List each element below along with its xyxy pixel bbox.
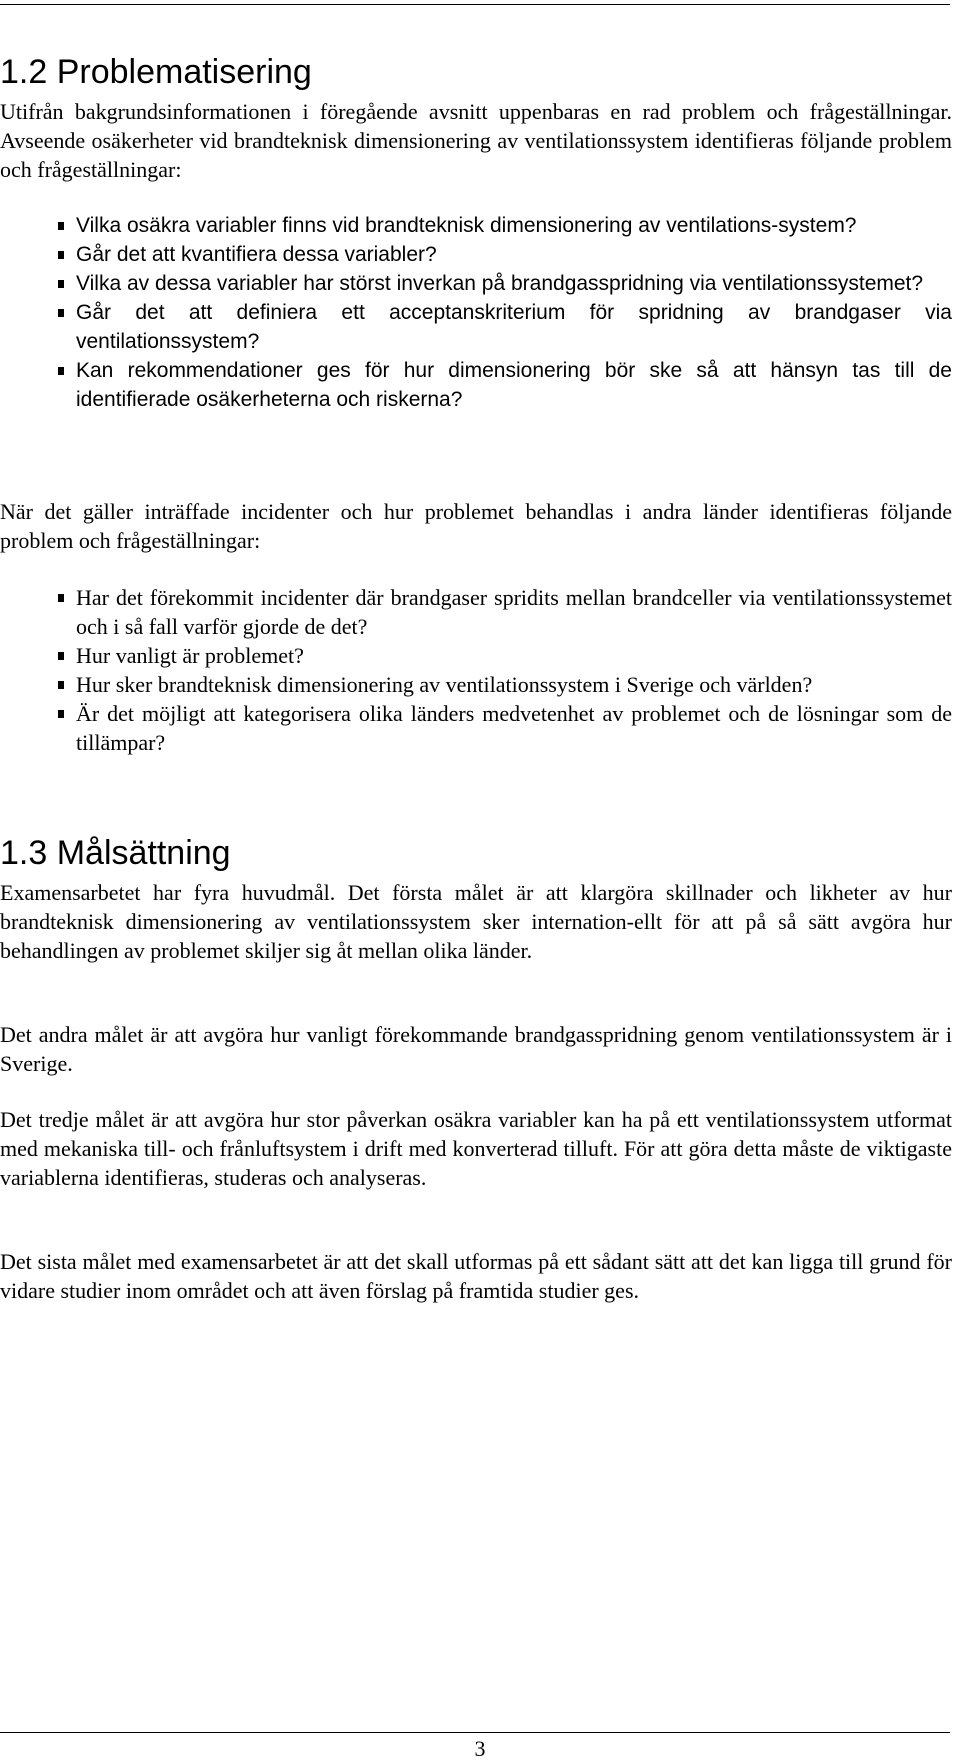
- list-item: Har det förekommit incidenter där brandgaser spridits mellan brandceller via ventilationssystemet och i så fall varför gjorde de det?: [0, 583, 952, 641]
- list-item: Vilka av dessa variabler har störst inverkan på brandgasspridning via ventilationssystemet?: [0, 269, 952, 298]
- goals-paragraph-2: Det andra målet är att avgöra hur vanligt förekommande brandgasspridning genom ventilationssystem är i Sverige.: [0, 1022, 952, 1076]
- header-rule: [0, 4, 950, 5]
- bullet-icon: [58, 309, 64, 317]
- section-heading-problematisering: 1.2 Problematisering: [0, 53, 312, 91]
- bullet-icon: [58, 251, 64, 259]
- bullet-icon: [58, 280, 64, 288]
- bullet-icon: [58, 594, 64, 602]
- goals-paragraph-3: Det tredje målet är att avgöra hur stor påverkan osäkra variabler kan ha på ett ventilationssystem utformat med mekaniska till- och frånluftsystem i drift med konverterad tilluft. För att göra detta måste de viktigaste variablerna identifieras, studeras och analyseras.: [0, 1107, 952, 1190]
- bullet-icon: [58, 710, 64, 718]
- list-item: Går det att kvantifiera dessa variabler?: [0, 240, 952, 269]
- page-number: 3: [474, 1736, 486, 1761]
- uncertainty-question-list: [0, 211, 952, 414]
- list-item: Vilka osäkra variabler finns vid brandteknisk dimensionering av ventilations-system?: [0, 211, 952, 240]
- list-item: Hur sker brandteknisk dimensionering av ventilationssystem i Sverige och världen?: [0, 670, 952, 699]
- bullet-icon: [58, 367, 64, 375]
- section-heading-malsattning: 1.3 Målsättning: [0, 834, 231, 872]
- footer-rule: [0, 1732, 950, 1733]
- intro-paragraph: Utifrån bakgrundsinformationen i föregående avsnitt uppenbaras en rad problem och frågeställningar. Avseende osäkerheter vid brandteknisk dimensionering av ventilationssystem identifieras följande problem och frågeställningar:: [0, 99, 952, 182]
- list-item: Går det att definiera ett acceptanskriterium för spridning av brandgaser via ventilationssystem?: [0, 298, 952, 356]
- incidents-paragraph: När det gäller inträffade incidenter och hur problemet behandlas i andra länder identifieras följande problem och frågeställningar:: [0, 499, 952, 553]
- goals-paragraph-1: Examensarbetet har fyra huvudmål. Det första målet är att klargöra skillnader och likheter av hur brandteknisk dimensionering av ventilationssystem sker internation-ellt för att på så sätt avgöra hur behandlingen av problemet skiljer sig åt mellan olika länder.: [0, 880, 952, 963]
- list-item: Hur vanligt är problemet?: [0, 641, 952, 670]
- bullet-icon: [58, 652, 64, 660]
- incidents-question-list: [0, 583, 952, 757]
- list-item: Kan rekommendationer ges för hur dimensionering bör ske så att hänsyn tas till de identifierade osäkerheterna och riskerna?: [0, 356, 952, 414]
- list-item: Är det möjligt att kategorisera olika länders medvetenhet av problemet och de lösningar som de tillämpar?: [0, 699, 952, 757]
- bullet-icon: [58, 681, 64, 689]
- goals-paragraph-4: Det sista målet med examensarbetet är att det skall utformas på ett sådant sätt att det kan ligga till grund för vidare studier inom området och att även förslag på framtida studier ges.: [0, 1249, 952, 1303]
- bullet-icon: [58, 222, 64, 230]
